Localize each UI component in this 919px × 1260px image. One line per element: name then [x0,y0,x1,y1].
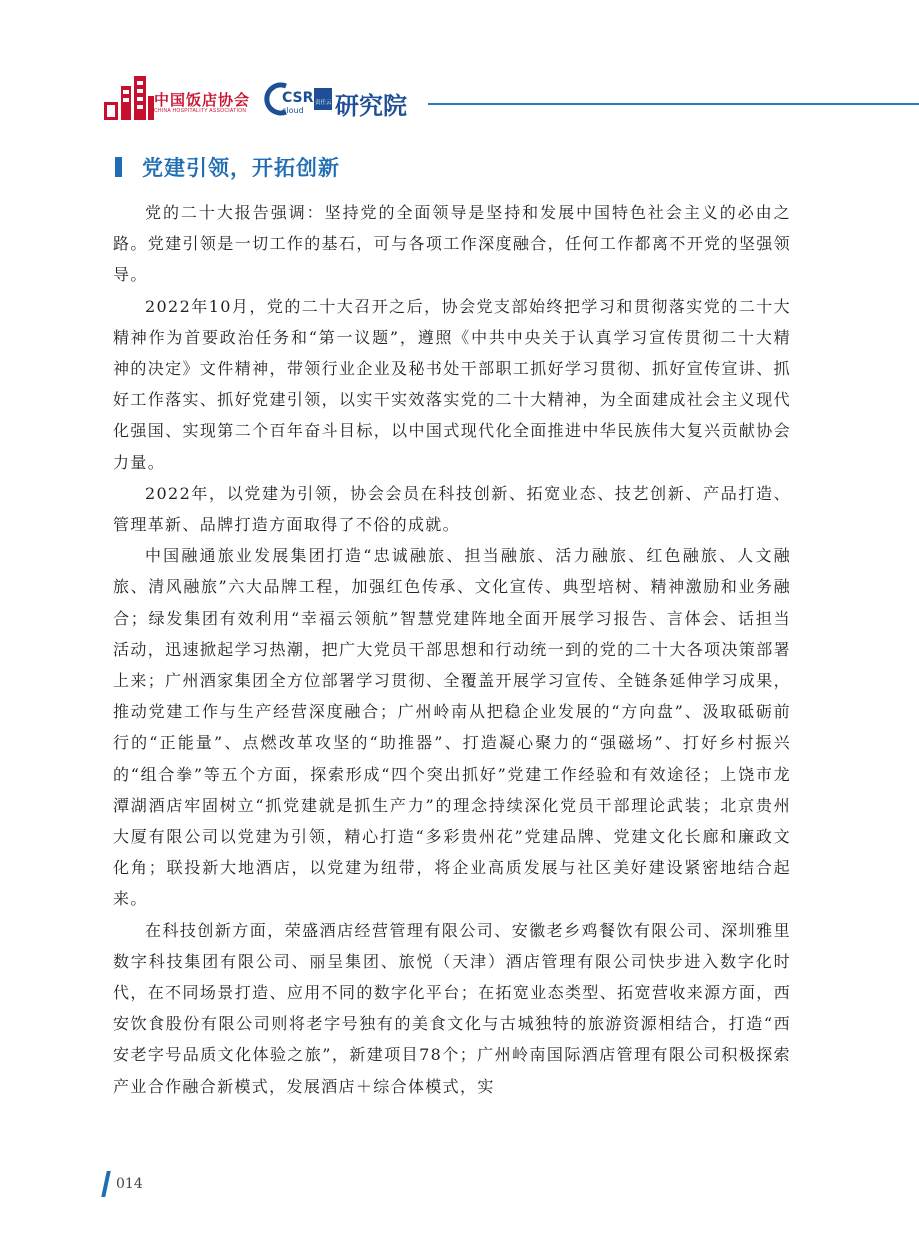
paragraph: 党的二十大报告强调：坚持党的全面领导是坚持和发展中国特色社会主义的必由之路。党建引领是一切工作的基石，可与各项工作深度融合，任何工作都离不开党的坚强领导。 [113,203,791,285]
csr-logo-subtext: cloud [282,106,304,115]
org-name-en: CHINA HOSPITALITY ASSOCIATION [154,108,247,114]
csr-logo-badge: 责任云 [315,100,332,106]
section-heading [115,152,340,182]
page-number: 014 [116,1176,143,1192]
paragraph: 在科技创新方面，荣盛酒店经营管理有限公司、安徽老乡鸡餐饮有限公司、深圳雅里数字科技集团有限公司、丽呈集团、旅悦（天津）酒店管理有限公司快步进入数字化时代，在不同场景打造、应用不同的数字化平台；在拓宽业态类型、拓宽营收来源方面，西安饮食股份有限公司则将老字号独有的美食文化与古城独特的旅游资源相结合，打造“西安老字号品质文化体验之旅”，新建项目78个；广州岭南国际酒店管理有限公司积极探索产业合作融合新模式，发展酒店＋综合体模式，实 [113,920,791,1096]
heading-bar [115,157,122,177]
header-divider [428,103,919,105]
org-name-cn: 中国饭店协会 [154,91,251,109]
page-number-mark [101,1171,111,1197]
cha-logo-icon [104,72,154,120]
section-title: 党建引领，开拓创新 [142,156,340,180]
csr-logo-text: CSR [282,90,314,106]
paragraph: 2022年10月，党的二十大召开之后，协会党支部始终把学习和贯彻落实党的二十大精神作为首要政治任务和“第一议题”，遵照《中共中央关于认真学习宣传贯彻二十大精神的决定》文件精神，带领行业企业及秘书处干部职工抓好学习贯彻、抓好宣传宣讲、抓好工作落实、抓好党建引领，以实干实效落实党的二十大精神，为全面建成社会主义现代化强国、实现第二个百年奋斗目标，以中国式现代化全面推进中华民族伟大复兴贡献协会力量。 [113,296,791,472]
paragraph: 中国融通旅业发展集团打造“忠诚融旅、担当融旅、活力融旅、红色融旅、人文融旅、清风融旅”六大品牌工程，加强红色传承、文化宣传、典型培树、精神激励和业务融合；绿发集团有效利用“幸福云领航”智慧党建阵地全面开展学习报告、言体会、话担当活动，迅速掀起学习热潮，把广大党员干部思想和行动统一到的党的二十大各项决策部署上来；广州酒家集团全方位部署学习贯彻、全覆盖开展学习宣传、全链条延伸学习成果，推动党建工作与生产经营深度融合；广州岭南从把稳企业发展的“方向盘”、汲取砥砺前行的“正能量”、点燃改革攻坚的“助推器”、打造凝心聚力的“强磁场”、打好乡村振兴的“组合拳”等五个方面，探索形成“四个突出抓好”党建工作经验和有效途径；上饶市龙潭湖酒店牢固树立“抓党建就是抓生产力”的理念持续深化党员干部理论武装；北京贵州大厦有限公司以党建为引领，精心打造“多彩贵州花”党建品牌、党建文化长廊和廉政文化角；联投新大地酒店，以党建为纽带，将企业高质发展与社区美好建设紧密地结合起来。 [113,546,791,909]
page-footer [104,1170,143,1198]
paragraph: 2022年，以党建为引领，协会会员在科技创新、拓宽业态、技艺创新、产品打造、管理革新、品牌打造方面取得了不俗的成就。 [113,483,791,535]
partner-title: 研究院 [335,92,407,120]
csr-cloud-logo-icon [264,82,334,116]
page-header [0,0,919,140]
article-body [113,197,791,1102]
